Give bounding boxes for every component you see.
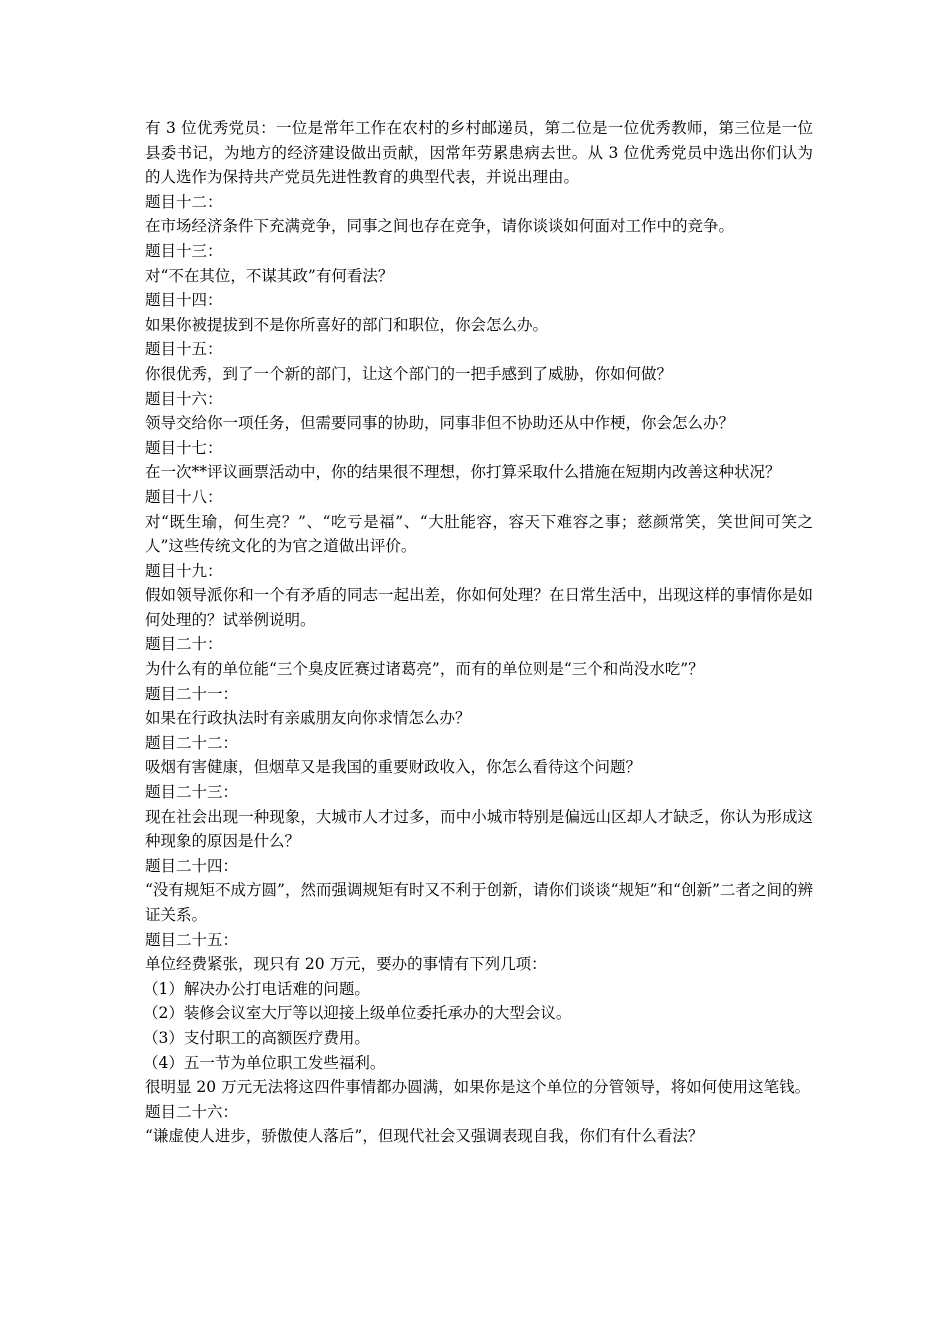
- question-heading-22: 题目二十二：: [145, 733, 239, 752]
- list-item-3: （3）支付职工的高额医疗费用。: [143, 1028, 370, 1047]
- question-heading-16: 题目十六：: [145, 389, 223, 408]
- question-text-18: 对“既生瑜，何生亮？”、“吃亏是福”、“大肚能容，容天下难容之事；慈颜常笑，笑世间可笑之人”这些传统文化的为官之道做出评价。: [145, 512, 813, 556]
- question-text-15: 你很优秀，到了一个新的部门，让这个部门的一把手感到了威胁，你如何做？: [145, 364, 673, 383]
- question-text-20: 为什么有的单位能“三个臭皮匠赛过诸葛亮”，而有的单位则是“三个和尚没水吃”？: [145, 660, 704, 679]
- question-text-23: 现在社会出现一种现象，大城市人才过多，而中小城市特别是偏远山区却人才缺乏，你认为形成这种现象的原因是什么？: [145, 807, 813, 851]
- list-item-1: （1）解决办公打电话难的问题。: [143, 979, 370, 998]
- list-item-2: （2）装修会议室大厅等以迎接上级单位委托承办的大型会议。: [143, 1004, 572, 1023]
- question-heading-18: 题目十八：: [145, 487, 223, 506]
- question-heading-14: 题目十四：: [145, 291, 223, 310]
- question-text-19: 假如领导派你和一个有矛盾的同志一起出差，你如何处理？在日常生活中，出现这样的事情你是如何处理的？试举例说明。: [145, 586, 813, 629]
- list-item-4: （4）五一节为单位职工发些福利。: [143, 1053, 386, 1072]
- question-heading-26: 题目二十六：: [145, 1102, 239, 1121]
- question-heading-13: 题目十三：: [145, 241, 223, 260]
- question-heading-21: 题目二十一：: [145, 684, 239, 703]
- question-heading-25: 题目二十五：: [145, 930, 239, 949]
- question-heading-12: 题目十二：: [145, 192, 223, 211]
- question-text-21: 如果在行政执法时有亲戚朋友向你求情怎么办？: [145, 709, 471, 728]
- document-body: [145, 116, 813, 1149]
- question-heading-24: 题目二十四：: [145, 856, 239, 875]
- question-text-12: 在市场经济条件下充满竞争，同事之间也存在竞争，请你谈谈如何面对工作中的竞争。: [145, 217, 735, 236]
- question-text-16: 领导交给你一项任务，但需要同事的协助，同事非但不协助还从中作梗，你会怎么办？: [145, 414, 735, 433]
- question-text-13: 对“不在其位，不谋其政”有何看法？: [145, 266, 394, 285]
- question-heading-17: 题目十七：: [145, 438, 223, 457]
- question-heading-23: 题目二十三：: [145, 783, 239, 802]
- question-text-17: 在一次**评议画票活动中，你的结果很不理想，你打算采取什么措施在短期内改善这种状况？: [145, 463, 781, 482]
- paragraph-intro: 有 3 位优秀党员：一位是常年工作在农村的乡村邮递员，第二位是一位优秀教师，第三位是一位县委书记，为地方的经济建设做出贡献，因常年劳累患病去世。从 3 位优秀党员中选出你们认为的人选作为保持共产党员先进性教育的典型代表，并说出理由。: [145, 119, 813, 187]
- question-25-followup: 很明显 20 万元无法将这四件事情都办圆满，如果你是这个单位的分管领导，将如何使用这笔钱。: [145, 1078, 811, 1097]
- question-heading-19: 题目十九：: [145, 561, 223, 580]
- question-text-26: “谦虚使人进步，骄傲使人落后”，但现代社会又强调表现自我，你们有什么看法？: [145, 1127, 704, 1146]
- question-text-24: “没有规矩不成方圆”，然而强调规矩有时又不利于创新，请你们谈谈“规矩”和“创新”二者之间的辨证关系。: [145, 881, 813, 924]
- question-text-22: 吸烟有害健康，但烟草又是我国的重要财政收入，你怎么看待这个问题？: [145, 758, 642, 777]
- question-heading-15: 题目十五：: [145, 340, 223, 359]
- question-text-14: 如果你被提拔到不是你所喜好的部门和职位，你会怎么办。: [145, 315, 549, 334]
- question-text-25: 单位经费紧张，现只有 20 万元，要办的事情有下列几项：: [145, 955, 547, 974]
- question-heading-20: 题目二十：: [145, 635, 223, 654]
